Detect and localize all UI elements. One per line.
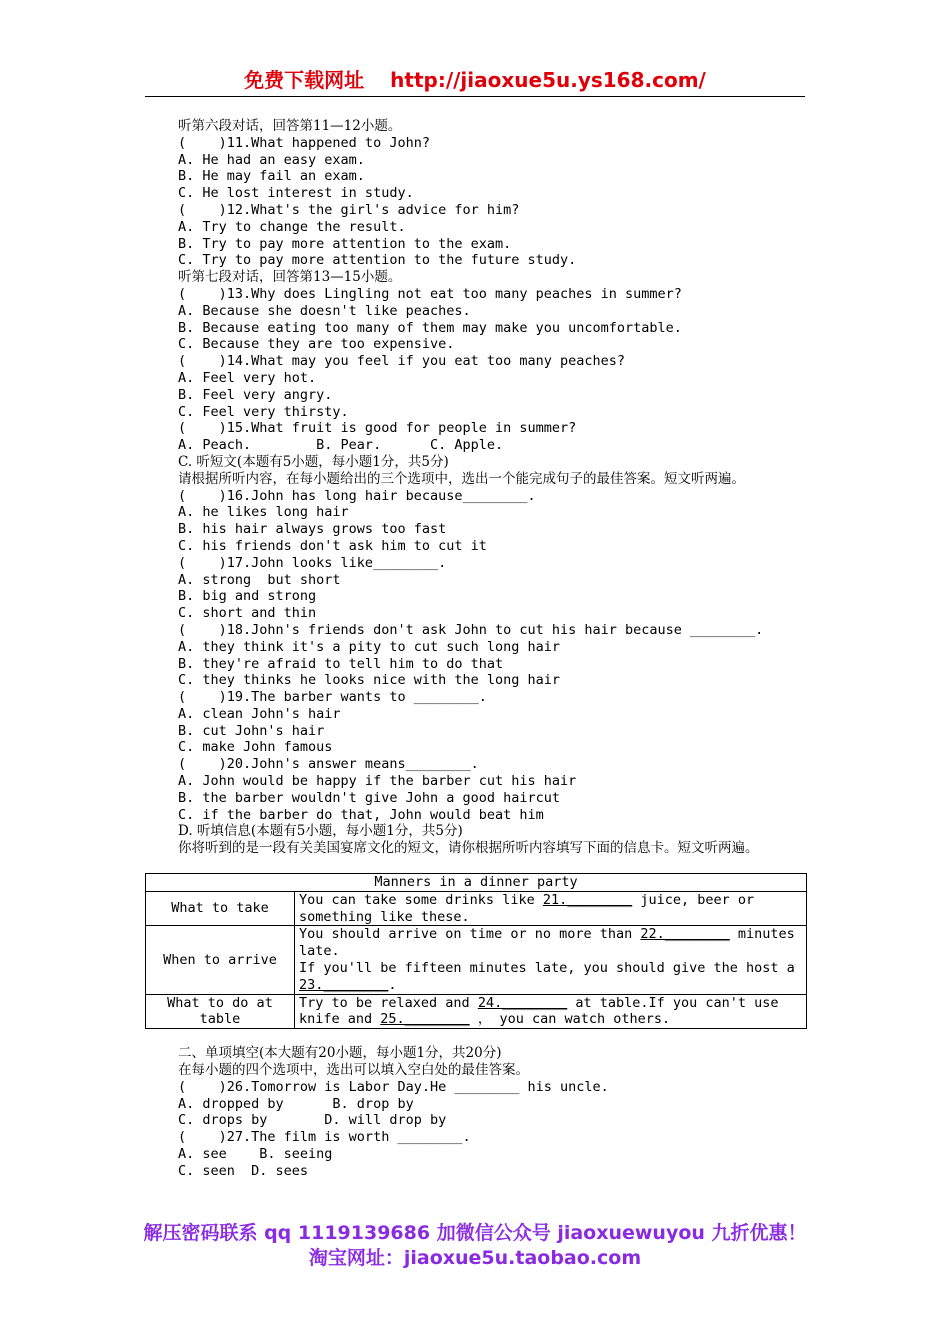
- option-17b: B. big and strong: [178, 588, 317, 605]
- site-url-link[interactable]: http://jiaoxue5u.ys168.com/: [390, 68, 706, 92]
- options-15: A. Peach. B. Pear. C. Apple.: [178, 437, 504, 454]
- section-d-instruction: 你将听到的是一段有关美国宴席文化的短文，请你根据所听内容填写下面的信息卡。短文听两遍。: [178, 840, 759, 857]
- option-20a: A. John would be happy if the barber cut his hair: [178, 773, 577, 790]
- options-26ab: A. dropped by B. drop by: [178, 1095, 414, 1112]
- question-20: ( )20.John's answer means________.: [178, 756, 479, 773]
- option-13b: B. Because eating too many of them may make you uncomfortable.: [178, 319, 682, 336]
- row-when-to-arrive-label: When to arrive: [146, 926, 295, 994]
- option-11a: A. He had an easy exam.: [178, 151, 365, 168]
- option-16c: C. his friends don't ask him to cut it: [178, 537, 487, 554]
- row-what-to-do-label: What to do at table: [146, 994, 295, 1029]
- option-12a: A. Try to change the result.: [178, 218, 406, 235]
- part2-title: 二、单项填空(本大题有20小题，每小题1分，共20分): [178, 1045, 502, 1062]
- blank-25[interactable]: 25.________: [380, 1011, 470, 1028]
- blank-24[interactable]: 24.________: [477, 994, 568, 1011]
- options-27cd: C. seen D. sees: [178, 1162, 309, 1179]
- footer-contact: 解压密码联系 qq 1119139686 加微信公众号 jiaoxuewuyou 九折优惠！: [143, 1222, 807, 1244]
- footer-taobao-link[interactable]: 淘宝网址：jiaoxue5u.taobao.com: [308, 1247, 642, 1269]
- question-12: ( )12.What's the girl's advice for him?: [178, 201, 520, 218]
- page-header: [145, 66, 805, 97]
- option-20b: B. the barber wouldn't give John a good haircut: [178, 789, 561, 806]
- row-what-to-do-content: Try to be relaxed and 24.________ at table.If you can't use knife and 25.________ ， you can watch others.: [295, 994, 807, 1029]
- options-26cd: C. drops by D. will drop by: [178, 1112, 447, 1129]
- question-13: ( )13.Why does Lingling not eat too many peaches in summer?: [178, 285, 682, 302]
- question-18: ( )18.John's friends don't ask John to cut his hair because ________.: [178, 621, 764, 638]
- option-19b: B. cut John's hair: [178, 722, 325, 739]
- option-13a: A. Because she doesn't like peaches.: [178, 302, 471, 319]
- part6-intro: 听第六段对话，回答第11—12小题。: [178, 118, 402, 134]
- option-16a: A. he likes long hair: [178, 504, 349, 521]
- option-14b: B. Feel very angry.: [178, 386, 333, 403]
- option-19a: A. clean John's hair: [178, 705, 341, 722]
- option-13c: C. Because they are too expensive.: [178, 336, 455, 353]
- option-12b: B. Try to pay more attention to the exam.: [178, 235, 512, 252]
- option-11c: C. He lost interest in study.: [178, 185, 414, 202]
- blank-22[interactable]: 22.________: [640, 926, 730, 943]
- option-11b: B. He may fail an exam.: [178, 168, 365, 185]
- options-27ab: A. see B. seeing: [178, 1146, 333, 1163]
- option-17a: A. strong but short: [178, 571, 341, 588]
- option-14c: C. Feel very thirsty.: [178, 403, 349, 420]
- info-card-table: [145, 873, 807, 1029]
- question-14: ( )14.What may you feel if you eat too many peaches?: [178, 353, 626, 370]
- option-18b: B. they're afraid to tell him to do that: [178, 655, 504, 672]
- section-c-instruction: 请根据所听内容，在每小题给出的三个选项中，选出一个能完成句子的最佳答案。短文听两遍。: [178, 470, 745, 487]
- section-c-title: C. 听短文(本题有5小题，每小题1分，共5分): [178, 453, 449, 470]
- blank-21[interactable]: 21.________: [542, 891, 633, 908]
- option-12c: C. Try to pay more attention to the future study.: [178, 252, 577, 269]
- table-title: Manners in a dinner party: [146, 874, 807, 892]
- option-17c: C. short and thin: [178, 605, 317, 622]
- row-when-to-arrive-content: You should arrive on time or no more than 22.________ minutes late. If you'll be fifteen minutes late, you should give the host a 23.________.: [295, 926, 807, 994]
- question-19: ( )19.The barber wants to ________.: [178, 689, 487, 706]
- question-27: ( )27.The film is worth ________.: [178, 1129, 471, 1146]
- site-label: 免费下载网址: [244, 68, 365, 92]
- exam-body: [145, 118, 807, 1180]
- option-18c: C. they thinks he looks nice with the long hair: [178, 672, 561, 689]
- question-26: ( )26.Tomorrow is Labor Day.He ________ his uncle.: [178, 1078, 609, 1095]
- part2-instruction: 在每小题的四个选项中，选出可以填入空白处的最佳答案。: [178, 1062, 529, 1079]
- option-16b: B. his hair always grows too fast: [178, 521, 447, 538]
- question-16: ( )16.John has long hair because________.: [178, 487, 536, 504]
- part7-intro: 听第七段对话，回答第13—15小题。: [178, 269, 402, 286]
- question-17: ( )17.John looks like________.: [178, 554, 447, 571]
- option-19c: C. make John famous: [178, 739, 333, 756]
- option-20c: C. if the barber do that, John would beat him: [178, 806, 544, 823]
- row-what-to-take-label: What to take: [146, 891, 295, 926]
- blank-23[interactable]: 23.________: [299, 976, 389, 993]
- row-what-to-take-content: You can take some drinks like 21.________ juice, beer or something like these.: [295, 891, 807, 926]
- question-11: ( )11.What happened to John?: [178, 134, 430, 151]
- option-14a: A. Feel very hot.: [178, 369, 317, 386]
- section-d-title: D. 听填信息(本题有5小题，每小题1分，共5分): [178, 823, 463, 840]
- question-15: ( )15.What fruit is good for people in summer?: [178, 420, 577, 437]
- option-18a: A. they think it's a pity to cut such long hair: [178, 638, 561, 655]
